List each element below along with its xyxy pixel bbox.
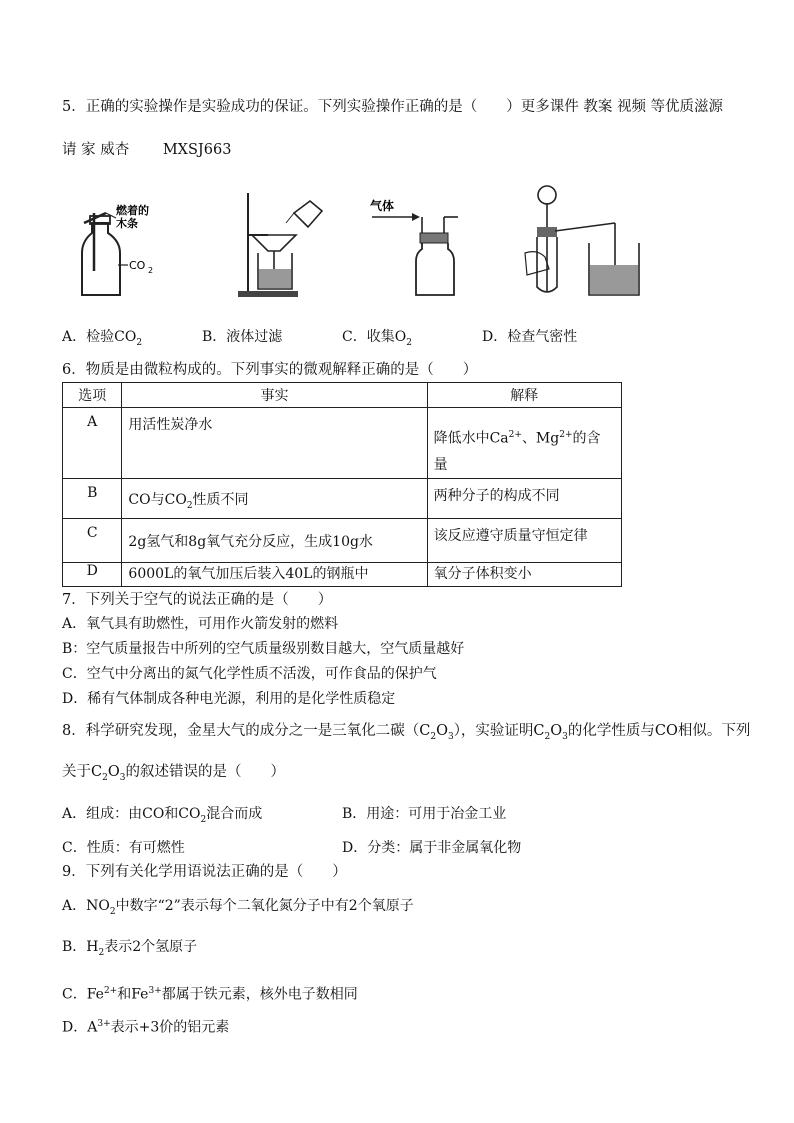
row-b-fact: CO与$CO_2$性质不同 — [122, 478, 427, 518]
q7-stem: 7．下列关于空气的说法正确的是（ ） — [62, 592, 333, 608]
q9-stem: 9．下列有关化学用语说法正确的是（ ） — [62, 864, 347, 880]
table-row — [63, 408, 622, 479]
row-a-option: A — [63, 408, 122, 479]
table-row — [63, 562, 622, 586]
q9-option-c[interactable]: C．$Fe^{2+}$和$Fe^{3+}$都属于铁元素，核外电子数相同 — [62, 986, 358, 1003]
figure-a-co2-test — [70, 183, 180, 308]
q7-option-c[interactable]: C．空气中分离出的氮气化学性质不活泼，可作食品的保护气 — [62, 666, 437, 682]
row-c-option: C — [63, 518, 122, 562]
row-c-explanation: 该反应遵守质量守恒定律 — [427, 518, 621, 562]
q8-option-a[interactable]: A．组成：由CO和$CO_2$混合而成 — [62, 806, 263, 825]
table-header-row — [63, 383, 622, 408]
row-b-explanation: 两种分子的构成不同 — [427, 478, 621, 518]
q9-option-d[interactable]: D．$A^{3+}$表示+3价的铝元素 — [62, 1019, 230, 1036]
q8-option-b[interactable]: B．用途：可用于冶金工业 — [342, 806, 507, 822]
table-row — [63, 478, 622, 518]
q5-stem: 5．正确的实验操作是实验成功的保证。下列实验操作正确的是（ ）更多课件 教案 视频 等优质滋源 — [62, 99, 724, 115]
figure-a-label-2: 木条 — [116, 217, 138, 230]
q8-stem: 8．科学研究发现，金星大气的成分之一是三氧化二碳$(C_2O_3)$，实验证明$C_2O_3$的化学性质与CO相似。下列 — [62, 723, 751, 742]
figure-d-airtightness — [515, 183, 645, 308]
q7-option-a[interactable]: A．氧气具有助燃性，可用作火箭发射的燃料 — [62, 616, 339, 632]
row-a-fact: 用活性炭净水 — [122, 408, 427, 479]
q7-option-d[interactable]: D．稀有气体制成各种电光源，利用的是化学性质稳定 — [62, 691, 396, 707]
figure-a-label-co2: CO — [129, 259, 146, 272]
figure-a-label-1: 燃着的 — [116, 204, 149, 217]
q5-option-b[interactable]: B．液体过滤 — [202, 329, 283, 345]
row-d-fact: 6000L的氧气加压后装入40L的钢瓶中 — [122, 562, 427, 586]
row-a-explanation: 降低水中$Ca^{2+}$、$Mg^{2+}$的含 量 — [427, 408, 621, 479]
q5-option-d[interactable]: D．检查气密性 — [482, 329, 578, 345]
q5-option-a[interactable]: A．检验$CO_2$ — [62, 329, 143, 348]
table-header-option: 选项 — [63, 383, 122, 408]
q8-option-c[interactable]: C．性质：有可燃性 — [62, 840, 185, 856]
table-row — [63, 518, 622, 562]
figure-b-filtration — [230, 183, 330, 308]
q9-option-a[interactable]: A．$NO_2$中数字“2”表示每个二氧化氮分子中有2个氧原子 — [62, 898, 414, 917]
q8-stem-line2: 关于$C_2O_3$的叙述错误的是（ ） — [62, 764, 285, 783]
q9-option-b[interactable]: B．$H_2$表示2个氢原子 — [62, 939, 198, 958]
q8-option-d[interactable]: D．分类：属于非金属氧化物 — [342, 840, 522, 856]
q6-table — [62, 382, 622, 587]
q6-stem: 6．物质是由微粒构成的。下列事实的微观解释正确的是（ ） — [62, 362, 478, 378]
figure-c-gas-collection — [368, 183, 478, 308]
q5-option-c[interactable]: C．收集$O_2$ — [342, 329, 412, 348]
row-d-option: D — [63, 562, 122, 586]
table-header-explanation: 解释 — [427, 383, 621, 408]
q7-option-b[interactable]: B：空气质量报告中所列的空气质量级别数目越大，空气质量越好 — [62, 641, 465, 657]
figure-a-label-co2-sub: 2 — [148, 266, 154, 275]
q5-stem-line2: 请 家 威杏 MXSJ663 — [62, 142, 232, 158]
table-header-fact: 事实 — [122, 383, 427, 408]
row-d-explanation: 氧分子体积变小 — [427, 562, 621, 586]
row-c-fact: 2g氢气和8g氧气充分反应，生成10g水 — [122, 518, 427, 562]
figure-c-label-gas: 气体 — [370, 199, 395, 213]
row-b-option: B — [63, 478, 122, 518]
